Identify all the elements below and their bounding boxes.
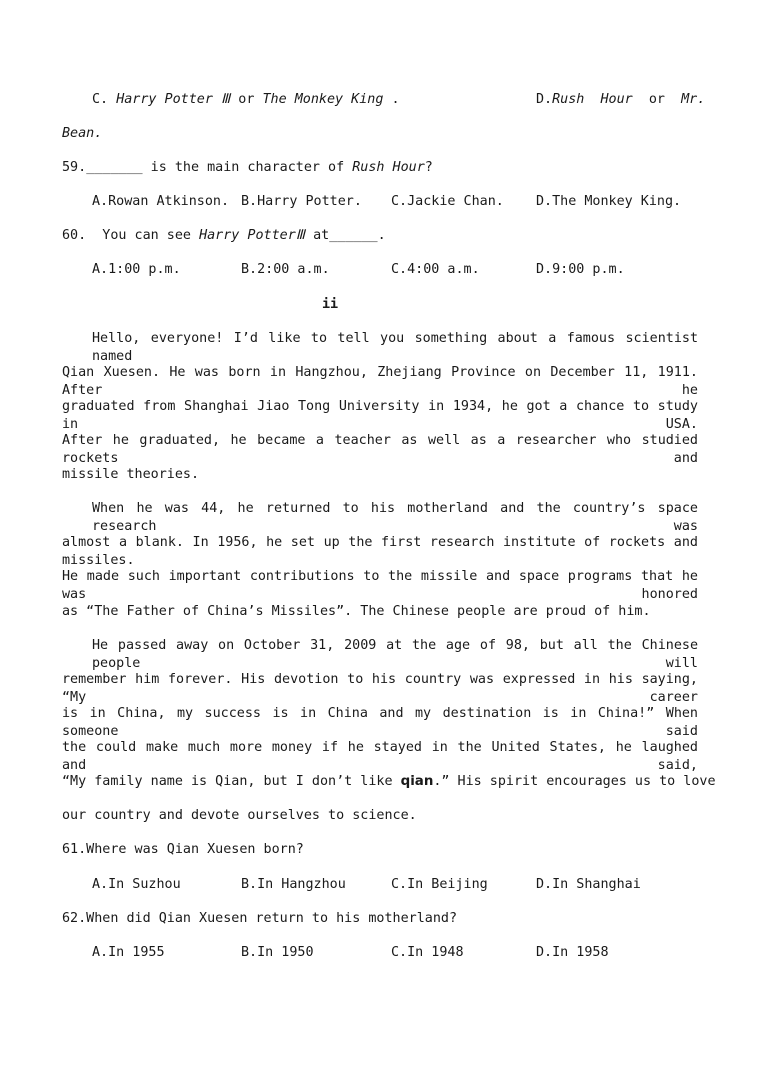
option-label: D. [536,92,553,107]
passage-line: Hello, everyone! I’d like to tell you something about a famous scientist named [92,331,698,364]
film-title: Harry PotterⅢ [199,228,306,243]
stem-text: 60. You can see [62,228,200,243]
passage-line: missile theories. [62,467,200,482]
q61-option-c: C.In Beijing [391,877,488,892]
option-label: C. [92,92,109,107]
q60-option-a: A.1:00 p.m. [92,262,181,277]
passage-line: Qian Xuesen. He was born in Hangzhou, Zhejiang Province on December 11, 1911. After he [62,365,698,398]
q59-option-a: A.Rowan Atkinson. [92,194,230,209]
emphasized-word: qian [400,774,434,789]
q61-option-d: D.In Shanghai [536,877,641,892]
q60-option-b: B.2:00 a.m. [241,262,330,277]
q61-option-a: A.In Suzhou [92,877,181,892]
film-title: Rush Hour [352,160,425,175]
passage-line: He made such important contributions to the missile and space programs that he was honored [62,569,698,602]
q62-stem: 62.When did Qian Xuesen return to his motherland? [62,911,458,926]
or-text: or [230,92,263,107]
q58-option-c [92,91,400,109]
book-title: Harry Potter Ⅲ [116,92,231,107]
passage-line: graduated from Shanghai Jiao Tong University in 1934, he got a chance to study in USA. [62,399,698,432]
answer-blank: ______ [329,228,378,243]
q60-option-d: D.9:00 p.m. [536,262,625,277]
q59-stem [62,159,433,177]
punct: . [377,228,386,243]
passage-line: He passed away on October 31, 2009 at the age of 98, but all the Chinese people will [92,638,698,671]
q59-option-c: C.Jackie Chan. [391,194,504,209]
book-title: The Monkey King [262,92,384,107]
passage-line: is in China, my success is in China and my destination is in China!” When someone said [62,706,698,739]
question-number: 59. [62,160,87,175]
passage-text: .” His spirit encourages us to love [433,774,716,789]
passage-line: When he was 44, he returned to his motherland and the country’s space research was [92,501,698,534]
passage-line: our country and devote ourselves to science. [62,808,417,823]
q60-stem [62,227,386,245]
passage-line: as “The Father of China’s Missiles”. The Chinese people are proud of him. [62,604,651,619]
q59-option-b: B.Harry Potter. [241,194,362,209]
passage-line [62,773,716,791]
stem-text: at [305,228,330,243]
or-text: or [632,92,682,107]
passage-text: “My family name is Qian, but I don’t like [62,774,401,789]
q58-option-d [536,91,706,109]
q60-option-c: C.4:00 a.m. [391,262,480,277]
passage-line: After he graduated, he became a teacher as well as a researcher who studied rockets and [62,433,698,466]
q59-option-d: D.The Monkey King. [536,194,682,209]
q61-option-b: B.In Hangzhou [241,877,346,892]
q58-option-d-wrap: Bean. [62,126,103,141]
section-title: ii [322,297,339,312]
q61-stem: 61.Where was Qian Xuesen born? [62,842,304,857]
punct: . [383,92,400,107]
q62-option-c: C.In 1948 [391,945,464,960]
passage-line: almost a blank. In 1956, he set up the first research institute of rockets and missiles. [62,535,698,568]
q62-option-d: D.In 1958 [536,945,609,960]
passage-line: remember him forever. His devotion to his country was expressed in his saying, “My career [62,672,698,705]
film-title: Mr. [681,92,706,107]
punct: ? [424,160,433,175]
film-title: Rush Hour [552,92,633,107]
q62-option-a: A.In 1955 [92,945,165,960]
passage-line: the could make much more money if he stayed in the United States, he laughed and said, [62,740,698,773]
q62-option-b: B.In 1950 [241,945,314,960]
stem-text: is the main character of [142,160,353,175]
answer-blank: _______ [86,160,143,175]
